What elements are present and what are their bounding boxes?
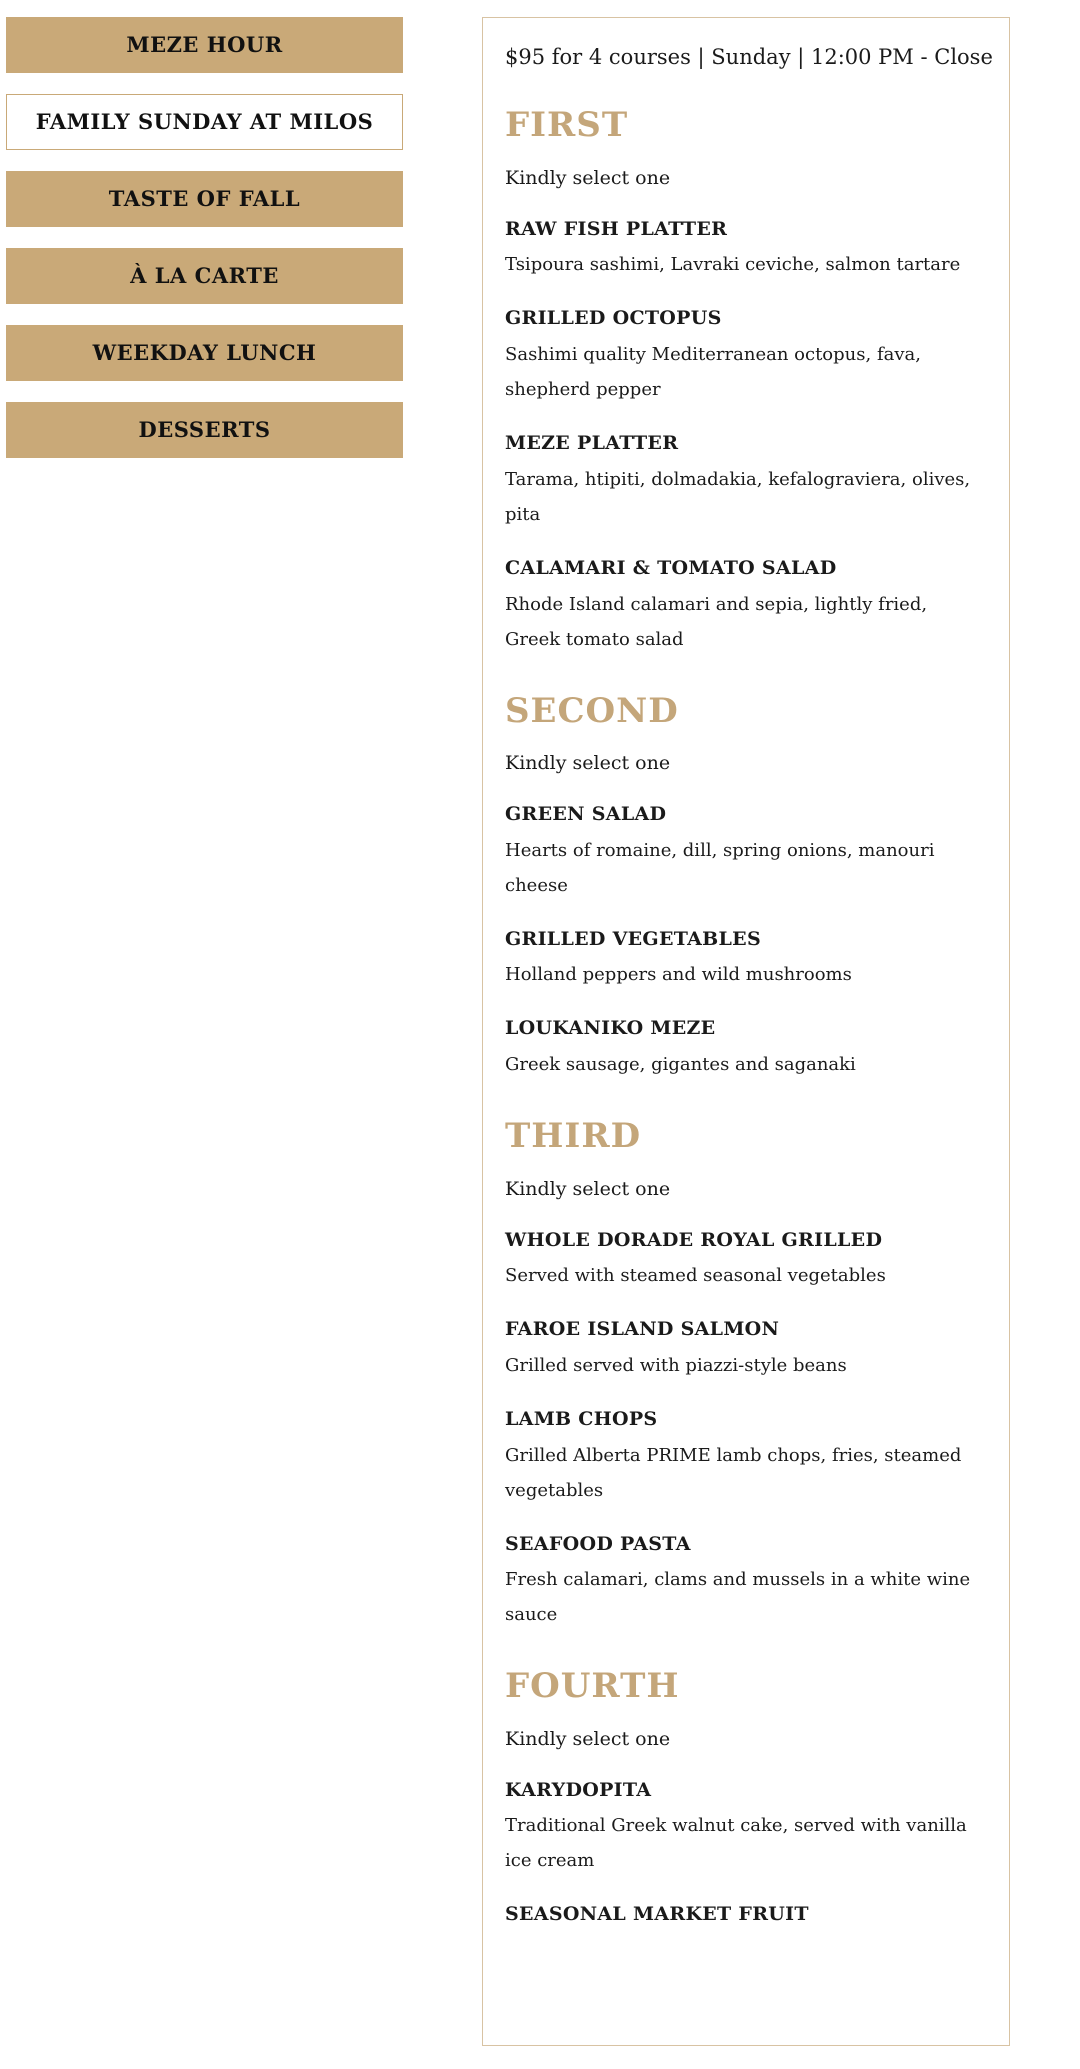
dish-description: Served with steamed seasonal vegetables [505,1265,886,1287]
course-title: THIRD [505,1116,642,1157]
course-fourth [505,1666,987,1927]
dish-item [505,431,987,532]
dish-description: Rhode Island calamari and sepia, lightly fried, Greek tomato salad [505,593,928,650]
dish-item [505,802,987,903]
course-first [505,105,987,656]
menu-tabs [6,17,403,479]
course-third [505,1116,987,1632]
dish-description: Greek sausage, gigantes and saganaki [505,1054,856,1076]
menu-info: $95 for 4 courses | Sunday | 12:00 PM - Close [505,45,993,69]
dish-name: LAMB CHOPS [505,1407,658,1430]
dish-description: Grilled served with piazzi-style beans [505,1354,847,1376]
dish-name: RAW FISH PLATTER [505,217,728,240]
dish-name: CALAMARI & TOMATO SALAD [505,556,837,579]
dish-description: Grilled Alberta PRIME lamb chops, fries, steamed vegetables [505,1444,962,1501]
dish-name: FAROE ISLAND SALMON [505,1318,780,1341]
dish-description: Fresh calamari, clams and mussels in a white wine sauce [505,1569,971,1626]
dish-item [505,1228,987,1294]
dish-item [505,927,987,993]
dish-name: SEASONAL MARKET FRUIT [505,1903,809,1926]
course-title: SECOND [505,690,679,731]
course-note: Kindly select one [505,752,671,775]
dish-description: Hearts of romaine, dill, spring onions, manouri cheese [505,839,935,896]
tab-meze-hour[interactable]: MEZE HOUR [6,17,403,73]
course-note: Kindly select one [505,167,671,190]
dish-name: GRILLED OCTOPUS [505,307,722,330]
dish-description: Traditional Greek walnut cake, served with vanilla ice cream [505,1815,967,1872]
dish-name: SEAFOOD PASTA [505,1532,691,1555]
course-second [505,691,987,1083]
dish-description: Holland peppers and wild mushrooms [505,964,852,986]
tab-taste-of-fall[interactable]: TASTE OF FALL [6,171,403,227]
dish-name: LOUKANIKO MEZE [505,1017,716,1040]
dish-item [505,1317,987,1383]
dish-description: Tarama, htipiti, dolmadakia, kefalograviera, olives, pita [505,468,971,525]
dish-description: Tsipoura sashimi, Lavraki ceviche, salmon tartare [505,254,961,276]
tab-weekday-lunch[interactable]: WEEKDAY LUNCH [6,325,403,381]
dish-name: GRILLED VEGETABLES [505,927,761,950]
dish-name: GREEN SALAD [505,803,667,826]
tab-family-sunday[interactable]: FAMILY SUNDAY AT MILOS [6,94,403,150]
menu-panel [482,17,1010,2046]
dish-item [505,1407,987,1508]
dish-name: KARYDOPITA [505,1778,652,1801]
course-title: FOURTH [505,1666,680,1707]
tab-a-la-carte[interactable]: À LA CARTE [6,248,403,304]
dish-item [505,1902,987,1927]
dish-item [505,217,987,283]
dish-item [505,1016,987,1082]
course-note: Kindly select one [505,1728,671,1751]
course-note: Kindly select one [505,1177,671,1200]
dish-name: MEZE PLATTER [505,432,679,455]
dish-item [505,306,987,407]
dish-description: Sashimi quality Mediterranean octopus, fava, shepherd pepper [505,344,921,401]
dish-name: WHOLE DORADE ROYAL GRILLED [505,1228,883,1251]
tab-desserts[interactable]: DESSERTS [6,402,403,458]
dish-item [505,1778,987,1879]
dish-item [505,556,987,657]
dish-item [505,1532,987,1633]
course-title: FIRST [505,105,629,146]
